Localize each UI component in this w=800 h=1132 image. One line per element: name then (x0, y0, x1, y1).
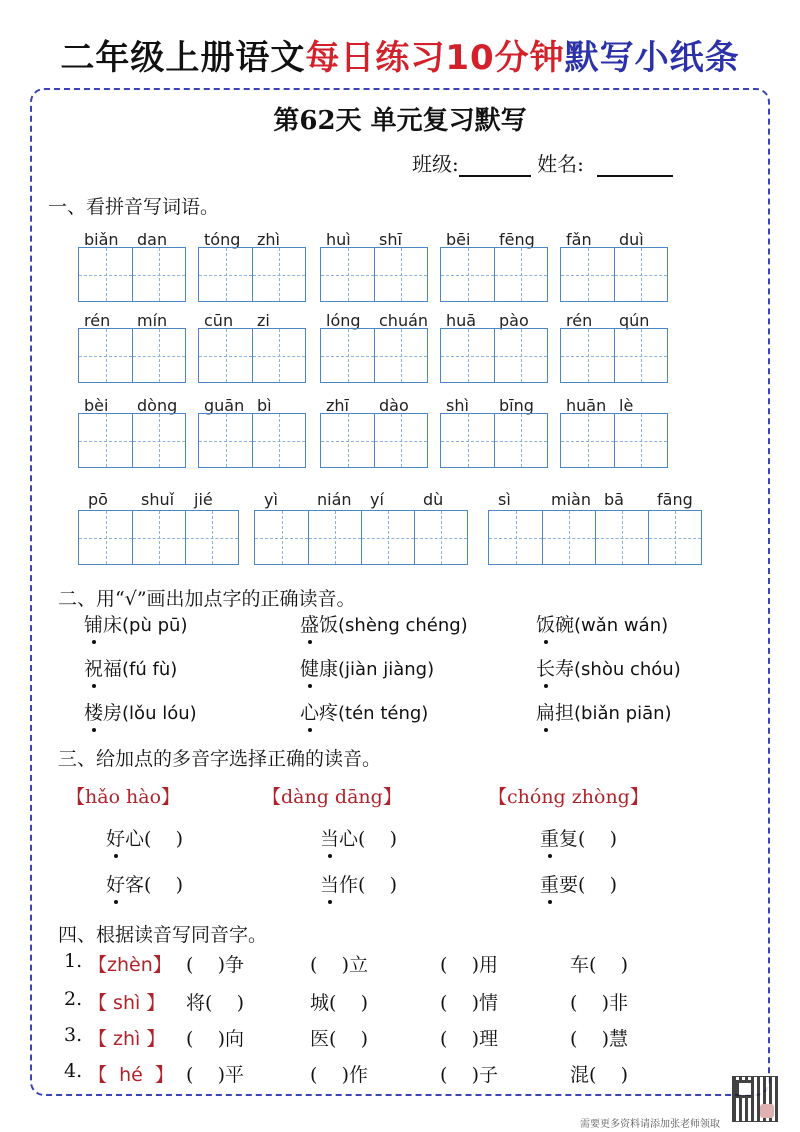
grid-cell[interactable] (199, 248, 252, 301)
grid-cell[interactable] (255, 511, 308, 564)
grid-cell[interactable] (79, 414, 132, 467)
title-dictation: 默写小纸条 (564, 38, 740, 78)
grid-cell[interactable] (321, 248, 374, 301)
pinyin-label: miàn (551, 490, 591, 509)
polyphone-item[interactable] (540, 824, 617, 851)
word-char: 心 (125, 828, 145, 850)
homophone-blank[interactable]: ( )用 (440, 954, 498, 976)
answer-blank[interactable]: ( ) (144, 828, 184, 850)
pinyin-label: shī (379, 230, 402, 249)
pinyin-label: tóng (204, 230, 241, 249)
section2-heading: 二、用“√”画出加点字的正确读音。 (58, 588, 356, 610)
tianzige-box[interactable] (78, 328, 186, 383)
grid-cell[interactable] (441, 414, 494, 467)
dotted-char: 长 (536, 654, 555, 681)
tianzige-box[interactable] (560, 328, 668, 383)
homophone-blank[interactable]: ( )非 (570, 992, 628, 1014)
pinyin-options[interactable]: (lǒu lóu) (122, 703, 197, 724)
polyphone-item[interactable] (320, 824, 397, 851)
word-char: 房 (103, 702, 123, 724)
grid-cell[interactable] (132, 248, 185, 301)
grid-cell[interactable] (648, 511, 701, 564)
pinyin-label: pō (88, 490, 108, 509)
homophone-blank[interactable]: ( )向 (186, 1028, 244, 1050)
pinyin-label: dù (423, 490, 444, 509)
homophone-blank[interactable]: ( )立 (310, 954, 368, 976)
title-grade: 二年级上册语文 (60, 38, 306, 78)
pinyin-label: chuán (379, 311, 429, 330)
grid-cell[interactable] (441, 329, 494, 382)
grid-cell[interactable] (374, 248, 427, 301)
section4-heading: 四、根据读音写同音字。 (58, 924, 268, 946)
pinyin-label: biǎn (84, 230, 119, 249)
class-blank[interactable] (459, 157, 531, 177)
homophone-blank[interactable]: 医( ) (310, 1028, 368, 1050)
word-char: 康 (319, 658, 339, 680)
tianzige-box[interactable] (440, 413, 548, 468)
dotted-char: 楼 (84, 698, 103, 725)
answer-blank[interactable]: ( ) (144, 874, 184, 896)
grid-cell[interactable] (361, 511, 414, 564)
class-name-line (412, 148, 673, 177)
grid-cell[interactable] (542, 511, 595, 564)
pinyin-label: fāng (657, 490, 693, 509)
reading-item[interactable] (300, 610, 468, 637)
word-char: 心 (339, 828, 359, 850)
homophone-blank[interactable]: 将( ) (186, 992, 244, 1014)
reading-item[interactable] (300, 698, 428, 725)
homophone-blank[interactable]: ( )平 (186, 1064, 244, 1086)
pinyin-label: yí (370, 490, 384, 509)
dotted-char: 铺 (84, 610, 103, 637)
day-heading: 第62天 单元复习默写 (273, 106, 527, 136)
word-char: 疼 (319, 702, 339, 724)
dotted-char: 重 (540, 824, 559, 851)
worksheet-title (0, 30, 800, 79)
pinyin-label: fǎn (566, 230, 592, 249)
pinyin-cue: 【 shì 】 (88, 992, 166, 1014)
pinyin-cue: 【 zhì 】 (88, 1028, 166, 1050)
dotted-char: 盛 (300, 610, 319, 637)
name-blank[interactable] (597, 157, 673, 177)
grid-cell[interactable] (252, 414, 305, 467)
word-char: 饭 (319, 614, 339, 636)
reading-item[interactable] (300, 654, 434, 681)
grid-cell[interactable] (374, 329, 427, 382)
pinyin-label: huì (326, 230, 351, 249)
grid-cell[interactable] (561, 329, 614, 382)
pinyin-label: yì (264, 490, 278, 509)
pinyin-label: nián (317, 490, 352, 509)
pinyin-options[interactable]: (shèng chéng) (338, 615, 468, 636)
title-daily: 每日练习10分钟 (305, 38, 565, 78)
pinyin-label: zhì (257, 230, 280, 249)
homophone-blank[interactable]: ( )慧 (570, 1028, 628, 1050)
name-label: 姓名: (537, 152, 584, 176)
grid-cell[interactable] (489, 511, 542, 564)
pinyin-label: dan (137, 230, 168, 249)
tianzige-box[interactable] (440, 328, 548, 383)
pinyin-label: qún (619, 311, 650, 330)
grid-cell[interactable] (494, 248, 547, 301)
reading-item[interactable] (84, 654, 177, 681)
pinyin-options[interactable]: (pù pū) (122, 615, 188, 636)
homophone-blank[interactable]: ( )争 (186, 954, 244, 976)
pinyin-label: fēng (499, 230, 535, 249)
pinyin-options[interactable]: (shòu chóu) (574, 659, 681, 680)
tianzige-box[interactable] (78, 413, 186, 468)
grid-cell[interactable] (614, 329, 667, 382)
footer-note: 需要更多资料请添加张老师领取 (580, 1119, 720, 1130)
pinyin-label: zhī (326, 396, 349, 415)
grid-cell[interactable] (374, 414, 427, 467)
pinyin-cue: 【zhèn】 (88, 954, 172, 976)
grid-cell[interactable] (614, 414, 667, 467)
section3-heading: 三、给加点的多音字选择正确的读音。 (58, 748, 382, 770)
tianzige-box[interactable] (320, 413, 428, 468)
pinyin-label: rén (84, 311, 111, 330)
pinyin-label: lè (619, 396, 634, 415)
answer-blank[interactable]: ( ) (358, 874, 398, 896)
tianzige-box[interactable] (198, 247, 306, 302)
reading-item[interactable] (84, 610, 187, 637)
word-char: 作 (339, 874, 359, 896)
pinyin-label: bì (257, 396, 272, 415)
pinyin-cue: 【 hé 】 (88, 1064, 174, 1086)
pinyin-label: huān (566, 396, 607, 415)
tianzige-box[interactable] (488, 510, 702, 565)
pinyin-label: mín (137, 311, 168, 330)
dotted-char: 扁 (536, 698, 555, 725)
pinyin-label: lóng (326, 311, 361, 330)
grid-cell[interactable] (79, 329, 132, 382)
dotted-char: 重 (540, 870, 559, 897)
section1-heading: 一、看拼音写词语。 (48, 196, 220, 218)
pinyin-label: dòng (137, 396, 178, 415)
dotted-char: 祝 (84, 654, 103, 681)
pinyin-label: shuǐ (141, 490, 175, 509)
word-char: 床 (103, 614, 123, 636)
tianzige-box[interactable] (78, 247, 186, 302)
word-char: 担 (555, 702, 575, 724)
polyphone-item[interactable] (106, 824, 183, 851)
tianzige-box[interactable] (254, 510, 468, 565)
pinyin-label: bā (604, 490, 624, 509)
pronunciation-option: 【chóng zhòng】 (488, 786, 649, 808)
dotted-char: 饭 (536, 610, 555, 637)
pinyin-label: sì (498, 490, 511, 509)
pinyin-label: zi (257, 311, 270, 330)
tianzige-box[interactable] (198, 413, 306, 468)
grid-cell[interactable] (614, 248, 667, 301)
homophone-blank[interactable]: 车( ) (570, 954, 628, 976)
grid-cell[interactable] (561, 248, 614, 301)
pinyin-options[interactable]: (tén téng) (338, 703, 429, 724)
homophone-blank[interactable]: ( )子 (440, 1064, 498, 1086)
dotted-char: 健 (300, 654, 319, 681)
qr-code (732, 1076, 778, 1122)
pinyin-options[interactable]: (jiàn jiàng) (338, 659, 435, 680)
grid-cell[interactable] (132, 414, 185, 467)
grid-cell[interactable] (132, 511, 185, 564)
tianzige-box[interactable] (440, 247, 548, 302)
homophone-blank[interactable]: ( )情 (440, 992, 498, 1014)
homophone-blank[interactable]: 城( ) (310, 992, 368, 1014)
grid-cell[interactable] (199, 414, 252, 467)
pinyin-label: shì (446, 396, 469, 415)
pinyin-options[interactable]: (biǎn piān) (574, 703, 672, 724)
word-char: 福 (103, 658, 123, 680)
grid-cell[interactable] (321, 329, 374, 382)
grid-cell[interactable] (79, 248, 132, 301)
dotted-char: 好 (106, 824, 125, 851)
row-number: 2. (64, 988, 83, 1010)
word-char: 要 (559, 874, 579, 896)
pinyin-label: rén (566, 311, 593, 330)
grid-cell[interactable] (441, 248, 494, 301)
polyphone-item[interactable] (320, 870, 397, 897)
row-number: 3. (64, 1024, 83, 1046)
row-number: 1. (64, 950, 83, 972)
pinyin-label: huā (446, 311, 477, 330)
grid-cell[interactable] (494, 329, 547, 382)
pinyin-label: jié (194, 490, 213, 509)
answer-blank[interactable]: ( ) (578, 874, 618, 896)
word-char: 客 (125, 874, 145, 896)
grid-cell[interactable] (252, 248, 305, 301)
tianzige-box[interactable] (320, 247, 428, 302)
dotted-char: 当 (320, 870, 339, 897)
pinyin-label: pào (499, 311, 529, 330)
pronunciation-option: 【hǎo hào】 (66, 786, 181, 808)
pinyin-label: bèi (84, 396, 109, 415)
grid-cell[interactable] (132, 329, 185, 382)
grid-cell[interactable] (185, 511, 238, 564)
homophone-blank[interactable]: 混( ) (570, 1064, 628, 1086)
grid-cell[interactable] (79, 511, 132, 564)
polyphone-item[interactable] (540, 870, 617, 897)
grid-cell[interactable] (595, 511, 648, 564)
grid-cell[interactable] (414, 511, 467, 564)
word-char: 复 (559, 828, 579, 850)
reading-item[interactable] (84, 698, 197, 725)
word-char: 碗 (555, 614, 575, 636)
tianzige-box[interactable] (78, 510, 239, 565)
tianzige-box[interactable] (560, 413, 668, 468)
grid-cell[interactable] (561, 414, 614, 467)
dotted-char: 心 (300, 698, 319, 725)
class-label: 班级: (412, 152, 459, 176)
homophone-blank[interactable]: ( )理 (440, 1028, 498, 1050)
pronunciation-option: 【dàng dāng】 (262, 786, 402, 808)
pinyin-label: bēi (446, 230, 471, 249)
word-char: 寿 (555, 658, 575, 680)
answer-blank[interactable]: ( ) (578, 828, 618, 850)
reading-item[interactable] (536, 610, 668, 637)
tianzige-box[interactable] (560, 247, 668, 302)
dotted-char: 好 (106, 870, 125, 897)
row-number: 4. (64, 1060, 83, 1082)
polyphone-item[interactable] (106, 870, 183, 897)
pinyin-options[interactable]: (fú fù) (122, 659, 178, 680)
pinyin-label: bīng (499, 396, 534, 415)
reading-item[interactable] (536, 654, 681, 681)
pinyin-label: guān (204, 396, 245, 415)
dotted-char: 当 (320, 824, 339, 851)
pinyin-label: duì (619, 230, 644, 249)
pinyin-label: cūn (204, 311, 234, 330)
grid-cell[interactable] (199, 329, 252, 382)
answer-blank[interactable]: ( ) (358, 828, 398, 850)
grid-cell[interactable] (494, 414, 547, 467)
grid-cell[interactable] (252, 329, 305, 382)
pinyin-options[interactable]: (wǎn wán) (574, 615, 669, 636)
homophone-blank[interactable]: ( )作 (310, 1064, 368, 1086)
tianzige-box[interactable] (320, 328, 428, 383)
grid-cell[interactable] (308, 511, 361, 564)
reading-item[interactable] (536, 698, 672, 725)
tianzige-box[interactable] (198, 328, 306, 383)
pinyin-label: dào (379, 396, 409, 415)
grid-cell[interactable] (321, 414, 374, 467)
